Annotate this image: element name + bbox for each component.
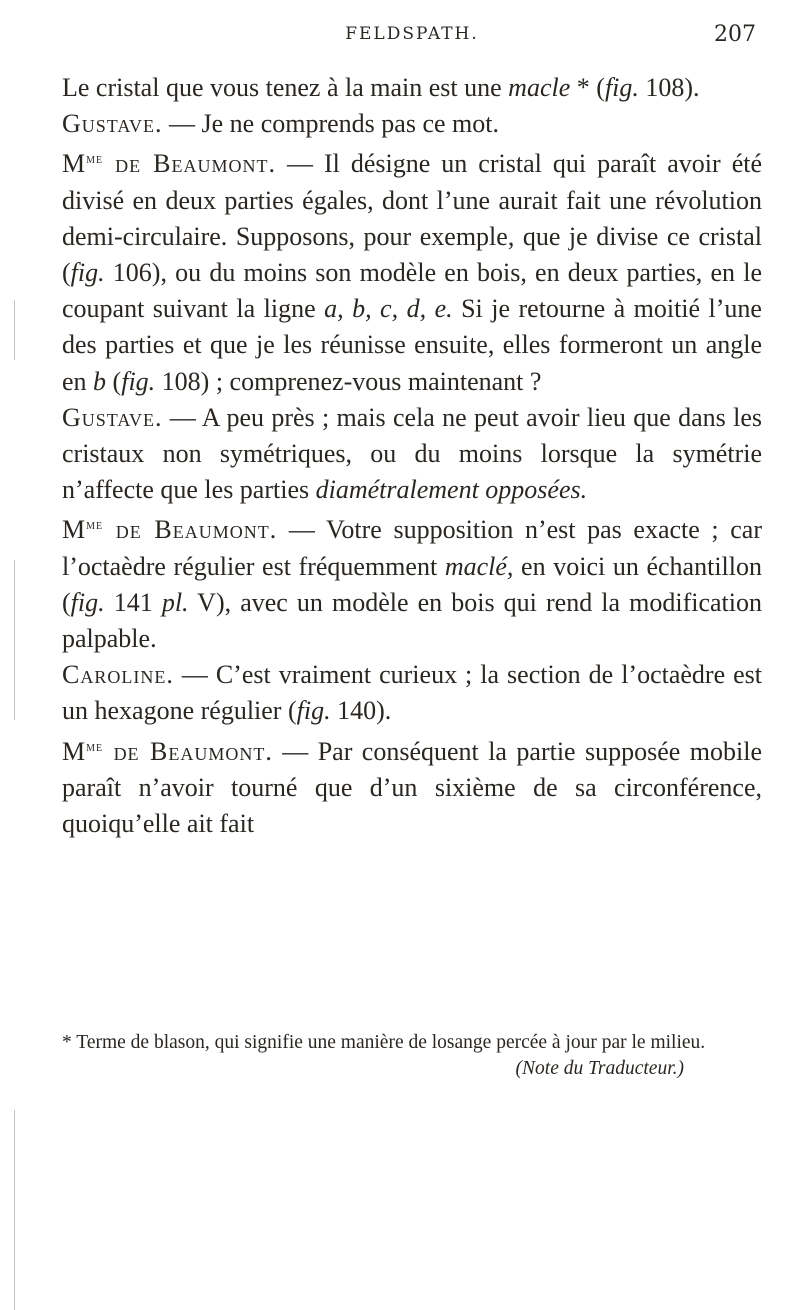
footnote-text: * Terme de blason, qui signifie une manière de losange percée à jour par le milieu.: [62, 1032, 706, 1053]
page-number: 207: [714, 22, 756, 47]
body-text: [62, 70, 762, 842]
paragraph: Gustave. — Je ne comprends pas ce mot.: [62, 109, 499, 139]
paragraph: Gustave. — A peu près ; mais cela ne peut avoir lieu que dans les cristaux non symétriques, ou du moins lorsque la symétrie n’affecte que les parties diamétralement opposées.: [62, 402, 762, 505]
gutter-shadow: [14, 300, 15, 360]
speaker-name: Caroline.: [62, 660, 174, 690]
speaker-name: Gustave.: [62, 402, 163, 432]
speaker-name: $M^{me}$ de Beaumont.: [62, 515, 278, 545]
gutter-shadow: [14, 1110, 15, 1310]
gutter-shadow: [14, 560, 15, 720]
footnote: [62, 1030, 762, 1082]
paragraph: Caroline. — C’est vraiment curieux ; la section de l’octaèdre est un hexagone régulier (fig. 140).: [62, 660, 762, 726]
paragraph: Le cristal que vous tenez à la main est une macle * (fig. 108).: [62, 73, 700, 102]
speaker-name: $M^{me}$ de Beaumont.: [62, 149, 276, 179]
footnote-attribution: (Note du Traducteur.): [515, 1058, 684, 1079]
speaker-name: $M^{me}$ de Beaumont.: [62, 736, 273, 766]
speaker-name: Gustave.: [62, 109, 163, 139]
running-head: [62, 6, 762, 46]
paragraph: $M^{me}$ de Beaumont. — Par conséquent la partie supposée mobile paraît n’avoir tourné que d’un sixième de sa circonférence, quoiqu’elle ait fait: [62, 736, 762, 839]
paragraph: $M^{me}$ de Beaumont. — Votre supposition n’est pas exacte ; car l’octaèdre régulier est fréquemment maclé, en voici un échantillon (fig. 141 pl. V), avec un modèle en bois qui rend la modification palpable.: [62, 515, 763, 654]
running-head-title: FELDSPATH.: [345, 24, 479, 44]
paragraph: $M^{me}$ de Beaumont. — Il désigne un cristal qui paraît avoir été divisé en deux parties égales, dont l’une aurait fait une révolution demi-circulaire. Supposons, pour exemple, que je divise ce cristal (fig. 106), ou du moins son modèle en bois, en deux parties, en le coupant suivant la ligne a, b, c, d, e. Si je retourne à moitié l’une des parties et que je les réunisse ensuite, elles formeront un angle en b (fig. 108) ; comprenez-vous maintenant ?: [62, 149, 762, 396]
